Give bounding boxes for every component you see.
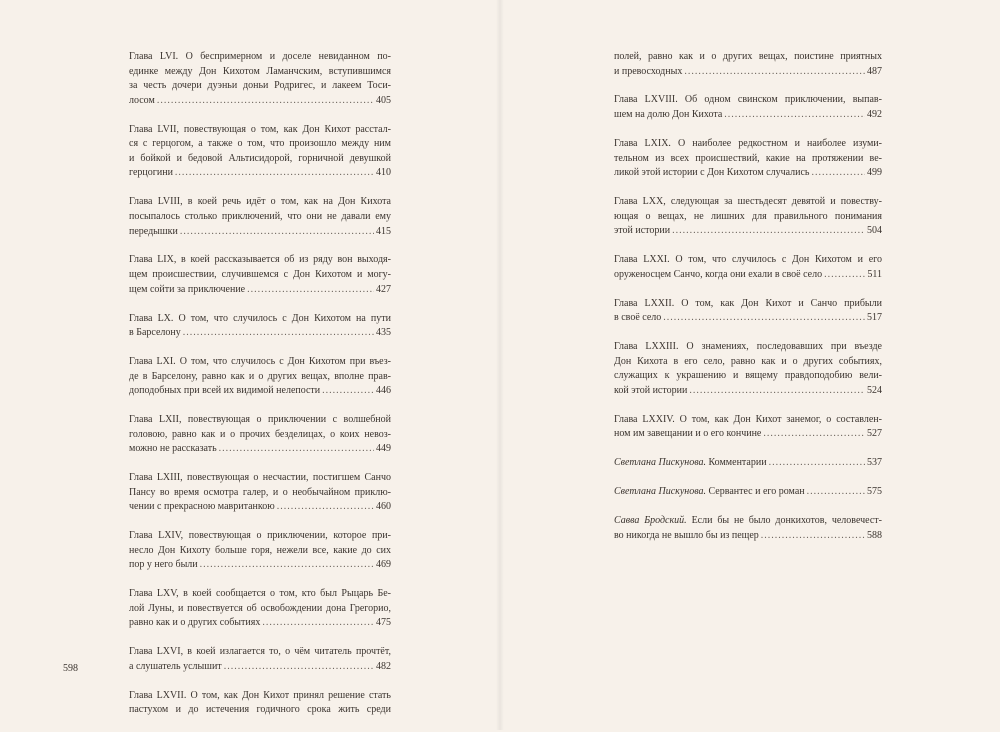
toc-entry (614, 456, 882, 471)
toc-entry-title-end: этой истории (614, 225, 671, 237)
toc-entry-page: 405 (376, 94, 391, 106)
toc-entry-line: и бойкой и бедовой Альтисидорой, горничной девушкой (129, 152, 391, 164)
dot-leader (175, 166, 374, 181)
toc-entry-leader-line (129, 225, 391, 240)
toc-entry-page: 415 (376, 225, 391, 237)
toc-entry-title-end: щем сойти за приключение (129, 283, 246, 295)
toc-entry-page: 588 (867, 529, 882, 541)
dot-leader (763, 427, 865, 442)
toc-entry-leader-line (129, 616, 391, 631)
toc-entry-line: ся с герцогом, а также о том, что произошло между ним (129, 138, 391, 150)
toc-entry-title-end: в своё село (614, 312, 662, 324)
toc-entry (614, 253, 882, 282)
toc-entry (614, 485, 882, 500)
toc-entry-leader-line (614, 427, 882, 442)
toc-entry-leader-line (614, 224, 882, 239)
dot-leader (247, 283, 374, 298)
toc-entry-page: 475 (376, 617, 391, 629)
toc-entry-leader-line (129, 558, 391, 573)
toc-entry-page: 499 (867, 167, 882, 179)
toc-entry-title-end: лосом (129, 94, 155, 106)
toc-entry-title-end: ликой этой истории с Дон Кихотом случались (614, 167, 810, 179)
toc-entry-title-end: передышки (129, 225, 178, 237)
toc-entry-title-end: во никогда не вышло бы из пещер (614, 529, 759, 541)
toc-entry-leader-line (614, 529, 882, 544)
toc-entry-title: Сервантес и его роман (708, 486, 805, 498)
toc-entry-page: 469 (376, 559, 391, 571)
toc-entry-page: 511 (867, 268, 882, 280)
dot-leader (277, 500, 374, 515)
toc-entry-line: головою, равно как и о прочих безделицах, о коих невоз- (129, 428, 391, 440)
toc-entry (129, 312, 391, 341)
dot-leader (689, 384, 865, 399)
toc-entry-title-end: и превосходных (614, 65, 683, 77)
toc-entry (129, 253, 391, 297)
toc-entry (614, 340, 882, 398)
toc-entry-title-end: можно не рассказать (129, 443, 217, 455)
toc-entry-leader-line (614, 268, 882, 283)
toc-entry-leader-line (614, 108, 882, 123)
toc-entry-line: тельном из всех происшествий, какие на протяжении ве- (614, 152, 882, 164)
toc-entry-title-end: чении с прекрасною мавританкою (129, 501, 275, 513)
toc-entry-page: 537 (867, 457, 882, 469)
toc-entry-leader-line (129, 283, 391, 298)
toc-entry (614, 514, 882, 543)
toc-entry-line: Глава LXIII, повествующая о несчастии, постигшем Санчо (129, 472, 391, 484)
toc-entry-leader-line (614, 384, 882, 399)
toc-entry-page: 460 (376, 501, 391, 513)
toc-entry-page: 527 (867, 428, 882, 440)
toc-entry-line: Глава LXIV, повествующая о приключении, которое при- (129, 530, 391, 542)
dot-leader (761, 529, 865, 544)
toc-entry-line: ющая о вещах, не лишних для правильного понимания (614, 210, 882, 222)
toc-entry-page: 517 (867, 312, 882, 324)
toc-entry-line: лой Луны, и повествуется об освобождении дона Грегорио, (129, 602, 391, 614)
toc-entry-line: полей, равно как и о других вещах, поистине приятных (614, 51, 882, 62)
dot-leader (824, 268, 865, 283)
toc-entry-leader-line (129, 660, 391, 675)
toc-entry-title-end: в Барселону (129, 327, 181, 339)
toc-entry-title-end: кой этой истории (614, 384, 688, 396)
toc-entry (129, 355, 391, 399)
toc-entry (129, 689, 391, 718)
toc-entry-page: 524 (867, 384, 882, 396)
toc-entry-line: Глава LVI. О беспримерном и доселе невиданном по- (129, 51, 391, 62)
toc-entry (129, 123, 391, 181)
toc-entry-page: 492 (867, 109, 882, 121)
toc-entry-line: Глава LIX, в коей рассказывается об из ряду вон выходя- (129, 254, 391, 266)
dot-leader (811, 166, 865, 181)
toc-entry-line: Дон Кихота в его село, равно как и о других событиях, (614, 355, 882, 367)
toc-entry-line: единке между Дон Кихотом Ламанчским, вступившимся (129, 65, 391, 77)
toc-entry-leader-line (614, 311, 882, 326)
toc-entry-leader-line (129, 166, 391, 181)
toc-entry-author: Светлана Пискунова. (614, 486, 706, 498)
toc-entry (129, 413, 391, 457)
toc-entry-page: 487 (867, 65, 882, 77)
toc-entry-leader-line (129, 500, 391, 515)
toc-entry (614, 195, 882, 239)
toc-entry-leader-line (129, 384, 391, 399)
toc-entry-line: щем происшествии, случившемся с Дон Кихотом и могу- (129, 269, 391, 281)
toc-entry-page: 427 (376, 283, 391, 295)
toc-entry-title: Комментарии (708, 457, 767, 469)
dot-leader (769, 456, 865, 471)
toc-entry-leader-line (129, 326, 391, 341)
toc-entry-line: Пансу во время осмотра галер, и о необычайном приклю- (129, 486, 391, 498)
toc-entry-page: 575 (867, 486, 882, 498)
toc-entry-line: Глава LXV, в коей сообщается о том, кто был Рыцарь Бе- (129, 588, 391, 600)
toc-entry-leader-line (129, 94, 391, 109)
toc-entry-title-end: шем на долю Дон Кихота (614, 109, 723, 121)
toc-entry-line: Глава LXXIV. О том, как Дон Кихот занемог, о составлен- (614, 413, 882, 425)
toc-entry-title-end: а слушатель услышит (129, 660, 222, 672)
dot-leader (807, 485, 865, 500)
toc-entry-line: Глава LXXIII. О знамениях, последовавших при въезде (614, 341, 882, 353)
toc-entry-line: Глава LXVIII. Об одном свинском приключении, выпав- (614, 94, 882, 106)
toc-entry-title-end: доподобных при всей их видимой нелепости (129, 385, 321, 397)
toc-entry-leader-line (614, 485, 882, 500)
toc-entry (614, 93, 882, 122)
toc-entry-title-end: пор у него были (129, 559, 198, 571)
toc-entry-line: Глава LXIX. О наиболее редкостном и наиболее изуми- (614, 137, 882, 149)
dot-leader (219, 442, 374, 457)
toc-entry-line: Глава LXI. О том, что случилось с Дон Кихотом при въез- (129, 355, 391, 367)
toc-entry (129, 50, 391, 108)
toc-entry-line: Глава LXVII. О том, как Дон Кихот принял решение стать (129, 689, 391, 701)
toc-entry-line: Глава LXXII. О том, как Дон Кихот и Санчо прибыли (614, 297, 882, 309)
left-page (0, 0, 500, 730)
toc-entry-line: Глава LVII, повествующая о том, как Дон Кихот расстал- (129, 123, 391, 135)
table-of-contents-left (129, 50, 391, 732)
toc-entry-leader-line (614, 456, 882, 471)
toc-entry-title-end: ном им завещании и о его кончине (614, 428, 762, 440)
toc-entry-line: посыпалось столько приключений, что они не давали ему (129, 210, 391, 222)
toc-entry-line: де в Барселону, равно как и о других вещах, вполне прав- (129, 370, 391, 382)
dot-leader (724, 108, 865, 123)
toc-entry-page: 446 (376, 385, 391, 397)
toc-entry (614, 297, 882, 326)
toc-entry-line: за честь дочери дуэньи доньи Родригес, и лакеем Тоси- (129, 80, 391, 92)
table-of-contents-right (614, 50, 882, 558)
dot-leader (322, 384, 374, 399)
toc-entry-title-end: равно как и о других событиях (129, 617, 261, 629)
dot-leader (663, 311, 865, 326)
toc-entry-line: несло Дон Кихоту больше горя, нежели все, какие до сих (129, 544, 391, 556)
toc-entry (614, 413, 882, 442)
dot-leader (262, 616, 374, 631)
toc-entry-leader-line (614, 65, 882, 80)
toc-entry-line: Глава LX. О том, что случилось с Дон Кихотом на пути (129, 312, 391, 324)
toc-entry-line: Глава LXII, повествующая о приключении с волшебной (129, 414, 391, 426)
toc-entry-line: Глава LXXI. О том, что случилось с Дон Кихотом и его (614, 254, 882, 266)
toc-entry-page: 482 (376, 660, 391, 672)
toc-entry-line: Глава LXVI, в коей излагается то, о чём читатель прочтёт, (129, 646, 391, 658)
toc-entry (129, 195, 391, 239)
toc-entry-line: Глава LXX, следующая за шестьдесят девятой и повеству- (614, 196, 882, 208)
toc-entry-line: Глава LVIII, в коей речь идёт о том, как на Дон Кихота (129, 196, 391, 208)
dot-leader (200, 558, 374, 573)
toc-entry-author: Савва Бродский. (614, 515, 687, 527)
toc-entry-leader-line (129, 442, 391, 457)
dot-leader (183, 326, 374, 341)
toc-entry-line: пастухом и до истечения годичного срока жить среди (129, 704, 391, 716)
toc-entry (614, 50, 882, 79)
toc-entry-page: 435 (376, 327, 391, 339)
toc-entry-line (614, 514, 882, 529)
toc-entry (129, 471, 391, 515)
dot-leader (672, 224, 865, 239)
toc-entry-line: служащих к украшению и вящему правдоподобию вели- (614, 370, 882, 382)
toc-entry-title-end: герцогини (129, 167, 173, 179)
toc-entry-title-end: оруженосцем Санчо, когда они ехали в своё село (614, 268, 823, 280)
toc-entry-leader-line (614, 166, 882, 181)
toc-entry (129, 529, 391, 573)
toc-entry-text: Если бы не было донкихотов, человечест- (686, 515, 883, 527)
toc-entry (614, 137, 882, 181)
toc-entry-page: 410 (376, 167, 391, 179)
dot-leader (684, 65, 865, 80)
page-number: 598 (63, 663, 78, 674)
toc-entry-author: Светлана Пискунова. (614, 457, 706, 469)
right-page (500, 0, 1000, 730)
toc-entry (129, 587, 391, 631)
toc-entry-page: 504 (867, 225, 882, 237)
dot-leader (180, 225, 374, 240)
toc-entry (129, 645, 391, 674)
toc-entry-page: 449 (376, 443, 391, 455)
dot-leader (157, 94, 374, 109)
dot-leader (224, 660, 374, 675)
